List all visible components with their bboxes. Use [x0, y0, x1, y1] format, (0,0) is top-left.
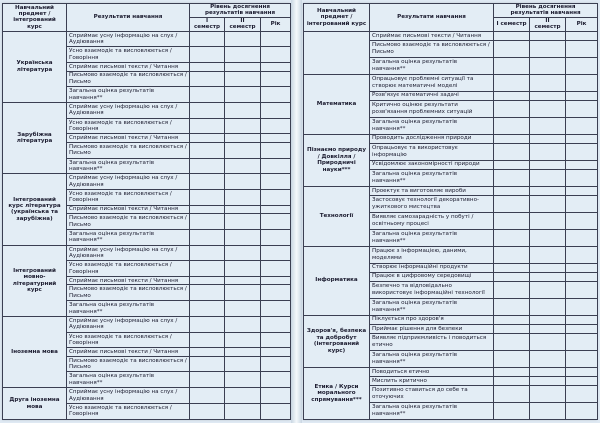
year-cell[interactable]	[566, 263, 598, 272]
learning-result: Усвідомлює закономірності природи	[370, 160, 494, 169]
semester-1-cell[interactable]	[494, 263, 530, 272]
learning-result: Виявляє підприємливість і поводиться етично	[370, 333, 494, 350]
learning-result: Усно взаємодіє та висловлюється / Говоріння	[67, 403, 190, 419]
semester-2-cell[interactable]	[530, 246, 566, 263]
learning-result: Усно взаємодіє та висловлюється / Говоріння	[67, 118, 190, 134]
learning-result: Проектує та виготовляє вироби	[370, 186, 494, 195]
table-row	[3, 102, 291, 118]
semester-1-cell[interactable]	[190, 285, 225, 301]
subject-name: Етика / Курси морального спрямування***	[304, 367, 370, 419]
year-header: Рік	[566, 17, 598, 31]
learning-result: Письмово взаємодіє та висловлюється / Письмо	[67, 214, 190, 230]
semester-1-cell[interactable]	[190, 174, 225, 190]
semester-1-cell[interactable]	[494, 100, 530, 117]
semester-1-cell[interactable]	[494, 385, 530, 402]
semester-1-cell[interactable]	[190, 403, 225, 419]
semester-2-cell[interactable]	[225, 102, 261, 118]
semester-2-cell[interactable]	[530, 367, 566, 376]
subject-name: Здоров'я, безпека та добробут (інтегрований курс)	[304, 315, 370, 367]
year-cell[interactable]	[566, 298, 598, 315]
year-cell[interactable]	[566, 324, 598, 333]
semester-2-cell[interactable]	[530, 263, 566, 272]
semester-1-header: І семестр	[190, 17, 225, 31]
year-cell[interactable]	[566, 229, 598, 246]
year-cell[interactable]	[261, 332, 291, 348]
semester-2-cell[interactable]	[225, 316, 261, 332]
year-cell[interactable]	[261, 301, 291, 317]
semester-1-cell[interactable]	[190, 316, 225, 332]
semester-1-cell[interactable]	[190, 71, 225, 87]
learning-result: Створює інформаційні продукти	[370, 263, 494, 272]
learning-result: Загальна оцінка результатів навчання**	[67, 87, 190, 103]
subject-name: Друга іноземна мова	[3, 388, 67, 420]
learning-result: Піклується про здоров'я	[370, 315, 494, 324]
semester-1-cell[interactable]	[494, 195, 530, 212]
semester-2-cell[interactable]	[530, 315, 566, 324]
subject-column-header: Навчальний предмет / інтегрований курс	[3, 4, 67, 32]
semester-2-cell[interactable]	[530, 376, 566, 385]
semester-1-cell[interactable]	[190, 31, 225, 47]
semester-1-cell[interactable]	[190, 261, 225, 277]
learning-result: Позитивно ставиться до себе та оточуючих	[370, 385, 494, 402]
semester-1-cell[interactable]	[190, 87, 225, 103]
learning-result: Загальна оцінка результатів навчання**	[67, 229, 190, 245]
year-cell[interactable]	[566, 212, 598, 229]
semester-2-cell[interactable]	[225, 229, 261, 245]
year-cell[interactable]	[566, 91, 598, 100]
learning-result: Сприймає письмові тексти / Читання	[67, 277, 190, 285]
year-cell[interactable]	[261, 158, 291, 174]
semester-2-cell[interactable]	[225, 71, 261, 87]
semester-2-cell[interactable]	[225, 47, 261, 63]
year-cell[interactable]	[566, 143, 598, 160]
semester-1-cell[interactable]	[494, 74, 530, 91]
year-cell[interactable]	[566, 385, 598, 402]
learning-result: Критично оцінює результати розв'язання проблемних ситуацій	[370, 100, 494, 117]
semester-1-cell[interactable]	[494, 212, 530, 229]
learning-result: Сприймає усну інформацію на слух / Аудіювання	[67, 31, 190, 47]
year-cell[interactable]	[261, 205, 291, 213]
semester-1-cell[interactable]	[494, 143, 530, 160]
semester-2-cell[interactable]	[225, 142, 261, 158]
learning-result: Загальна оцінка результатів навчання**	[370, 350, 494, 367]
subject-name: Математика	[304, 74, 370, 134]
semester-1-cell[interactable]	[494, 134, 530, 143]
semester-1-cell[interactable]	[494, 160, 530, 169]
table-row	[3, 31, 291, 47]
semester-2-cell[interactable]	[530, 91, 566, 100]
semester-1-cell[interactable]	[494, 272, 530, 281]
semester-1-cell[interactable]	[190, 158, 225, 174]
semester-1-cell[interactable]	[494, 169, 530, 186]
semester-2-cell[interactable]	[225, 277, 261, 285]
subject-name: Технології	[304, 186, 370, 246]
learning-result: Сприймає письмові тексти / Читання	[67, 63, 190, 71]
semester-2-cell[interactable]	[225, 134, 261, 142]
semester-1-cell[interactable]	[494, 402, 530, 419]
table-row	[304, 74, 598, 91]
year-cell[interactable]	[261, 47, 291, 63]
year-cell[interactable]	[566, 57, 598, 74]
semester-1-cell[interactable]	[190, 277, 225, 285]
learning-result: Усно взаємодіє та висловлюється / Говоріння	[67, 261, 190, 277]
year-cell[interactable]	[566, 272, 598, 281]
semester-2-cell[interactable]	[225, 372, 261, 388]
year-cell[interactable]	[261, 277, 291, 285]
year-cell[interactable]	[261, 190, 291, 206]
left-grades-table	[2, 3, 291, 420]
table-row	[304, 31, 598, 40]
year-cell[interactable]	[261, 214, 291, 230]
year-cell[interactable]	[566, 31, 598, 40]
semester-2-cell[interactable]	[530, 195, 566, 212]
year-cell[interactable]	[261, 356, 291, 372]
semester-1-cell[interactable]	[190, 332, 225, 348]
semester-2-cell[interactable]	[530, 74, 566, 91]
semester-2-cell[interactable]	[530, 117, 566, 134]
learning-result: Письмово взаємодіє та висловлюється / Письмо	[370, 40, 494, 57]
learning-result: Приймає рішення для безпеки	[370, 324, 494, 333]
learning-result: Застосовує технології декоративно-ужиткового мистецтва	[370, 195, 494, 212]
semester-2-cell[interactable]	[225, 174, 261, 190]
learning-result: Сприймає усну інформацію на слух / Аудіювання	[67, 316, 190, 332]
semester-2-cell[interactable]	[225, 31, 261, 47]
learning-result: Сприймає письмові тексти / Читання	[67, 134, 190, 142]
learning-result: Загальна оцінка результатів навчання**	[370, 117, 494, 134]
semester-2-cell[interactable]	[530, 333, 566, 350]
semester-2-cell[interactable]	[530, 31, 566, 40]
year-cell[interactable]	[566, 117, 598, 134]
semester-1-cell[interactable]	[494, 57, 530, 74]
semester-2-cell[interactable]	[530, 143, 566, 160]
learning-result: Загальна оцінка результатів навчання**	[67, 301, 190, 317]
subject-name: Пізнаємо природу / Довкілля / Природничі науки***	[304, 134, 370, 186]
subject-name: Інформатика	[304, 246, 370, 315]
year-cell[interactable]	[261, 245, 291, 261]
learning-result: Сприймає письмові тексти / Читання	[67, 348, 190, 356]
learning-result: Сприймає письмові тексти / Читання	[370, 31, 494, 40]
year-cell[interactable]	[261, 63, 291, 71]
semester-1-cell[interactable]	[190, 356, 225, 372]
learning-result: Письмово взаємодіє та висловлюється / Письмо	[67, 356, 190, 372]
year-cell[interactable]	[261, 388, 291, 404]
semester-2-cell[interactable]	[530, 40, 566, 57]
year-cell[interactable]	[261, 102, 291, 118]
year-cell[interactable]	[261, 285, 291, 301]
learning-result: Сприймає письмові тексти / Читання	[67, 205, 190, 213]
semester-1-cell[interactable]	[190, 142, 225, 158]
semester-1-cell[interactable]	[190, 372, 225, 388]
year-cell[interactable]	[566, 74, 598, 91]
semester-2-cell[interactable]	[530, 160, 566, 169]
subject-name: Інтегрований мовно-літературний курс	[3, 245, 67, 316]
table-row	[3, 174, 291, 190]
learning-result: Опрацьовує проблемні ситуації та створює математичні моделі	[370, 74, 494, 91]
year-cell[interactable]	[566, 350, 598, 367]
learning-result: Письмово взаємодіє та висловлюється / Письмо	[67, 142, 190, 158]
year-cell[interactable]	[566, 367, 598, 376]
learning-result: Загальна оцінка результатів навчання**	[67, 372, 190, 388]
learning-result: Поводиться етично	[370, 367, 494, 376]
semester-1-cell[interactable]	[494, 229, 530, 246]
learning-result: Проводить дослідження природи	[370, 134, 494, 143]
semester-2-cell[interactable]	[530, 385, 566, 402]
learning-result: Безпечно та відповідально використовує інформаційні технології	[370, 281, 494, 298]
learning-result: Сприймає усну інформацію на слух / Аудіювання	[67, 388, 190, 404]
semester-2-cell[interactable]	[225, 301, 261, 317]
year-cell[interactable]	[261, 134, 291, 142]
subject-name: Зарубіжна література	[3, 102, 67, 173]
learning-result: Сприймає усну інформацію на слух / Аудіювання	[67, 174, 190, 190]
year-cell[interactable]	[566, 376, 598, 385]
semester-1-cell[interactable]	[494, 298, 530, 315]
semester-2-cell[interactable]	[225, 214, 261, 230]
semester-2-header: ІІ семестр	[530, 17, 566, 31]
table-row	[304, 186, 598, 195]
semester-2-cell[interactable]	[530, 272, 566, 281]
semester-1-cell[interactable]	[494, 40, 530, 57]
level-column-header: Рівень досягнення результатів навчання	[190, 4, 291, 18]
semester-1-cell[interactable]	[494, 117, 530, 134]
semester-1-cell[interactable]	[494, 281, 530, 298]
year-cell[interactable]	[566, 246, 598, 263]
year-cell[interactable]	[261, 174, 291, 190]
year-cell[interactable]	[566, 186, 598, 195]
subject-name: Інтегрований курс література (українська та зарубіжна)	[3, 174, 67, 245]
semester-1-cell[interactable]	[190, 63, 225, 71]
subject-column-header: Навчальний предмет / інтегрований курс	[304, 4, 370, 32]
semester-1-cell[interactable]	[494, 315, 530, 324]
semester-2-cell[interactable]	[530, 57, 566, 74]
semester-1-cell[interactable]	[190, 301, 225, 317]
semester-2-cell[interactable]	[530, 169, 566, 186]
year-cell[interactable]	[261, 261, 291, 277]
level-column-header: Рівень досягнення результатів навчання	[494, 4, 598, 18]
learning-result: Працює з інформацією, даними, моделями	[370, 246, 494, 263]
year-cell[interactable]	[261, 142, 291, 158]
learning-result: Виявляє самозарадність у побуті / освітньому процесі	[370, 212, 494, 229]
semester-2-cell[interactable]	[225, 63, 261, 71]
semester-2-cell[interactable]	[530, 134, 566, 143]
semester-1-cell[interactable]	[494, 367, 530, 376]
learning-result: Загальна оцінка результатів навчання**	[67, 158, 190, 174]
subject-name	[304, 31, 370, 74]
semester-1-cell[interactable]	[190, 190, 225, 206]
year-cell[interactable]	[566, 195, 598, 212]
year-cell[interactable]	[261, 348, 291, 356]
semester-2-cell[interactable]	[530, 402, 566, 419]
learning-result: Працює в цифровому середовищі	[370, 272, 494, 281]
learning-result: Загальна оцінка результатів навчання**	[370, 298, 494, 315]
learning-result: Загальна оцінка результатів навчання**	[370, 169, 494, 186]
table-row	[304, 246, 598, 263]
table-row	[304, 134, 598, 143]
semester-2-cell[interactable]	[530, 229, 566, 246]
semester-2-cell[interactable]	[225, 403, 261, 419]
semester-1-cell[interactable]	[190, 229, 225, 245]
year-cell[interactable]	[261, 372, 291, 388]
learning-result: Письмово взаємодіє та висловлюється / Письмо	[67, 71, 190, 87]
year-cell[interactable]	[261, 229, 291, 245]
year-cell[interactable]	[261, 31, 291, 47]
semester-2-cell[interactable]	[530, 212, 566, 229]
semester-2-cell[interactable]	[225, 118, 261, 134]
semester-2-cell[interactable]	[225, 261, 261, 277]
semester-2-cell[interactable]	[225, 87, 261, 103]
year-cell[interactable]	[566, 100, 598, 117]
table-row	[304, 315, 598, 324]
semester-2-cell[interactable]	[225, 285, 261, 301]
semester-1-cell[interactable]	[190, 348, 225, 356]
subject-name: Іноземна мова	[3, 316, 67, 387]
year-cell[interactable]	[261, 71, 291, 87]
results-column-header: Результати навчання	[67, 4, 190, 32]
semester-2-cell[interactable]	[530, 281, 566, 298]
learning-result: Усно взаємодіє та висловлюється / Говоріння	[67, 47, 190, 63]
learning-result: Усно взаємодіє та висловлюється / Говоріння	[67, 332, 190, 348]
semester-2-cell[interactable]	[225, 348, 261, 356]
semester-2-cell[interactable]	[530, 298, 566, 315]
semester-1-cell[interactable]	[190, 134, 225, 142]
semester-2-header: ІІ семестр	[225, 17, 261, 31]
semester-1-cell[interactable]	[494, 350, 530, 367]
learning-result: Письмово взаємодіє та висловлюється / Письмо	[67, 285, 190, 301]
right-grades-table	[303, 3, 598, 420]
learning-result: Сприймає усну інформацію на слух / Аудіювання	[67, 102, 190, 118]
semester-2-cell[interactable]	[225, 205, 261, 213]
semester-2-cell[interactable]	[530, 100, 566, 117]
semester-1-cell[interactable]	[494, 324, 530, 333]
year-cell[interactable]	[566, 402, 598, 419]
semester-2-cell[interactable]	[530, 186, 566, 195]
learning-result: Розв'язує математичні задачі	[370, 91, 494, 100]
semester-2-cell[interactable]	[225, 158, 261, 174]
subject-name: Українська література	[3, 31, 67, 102]
semester-1-cell[interactable]	[494, 91, 530, 100]
learning-result: Загальна оцінка результатів навчання**	[370, 229, 494, 246]
year-cell[interactable]	[566, 315, 598, 324]
semester-1-cell[interactable]	[494, 376, 530, 385]
learning-result: Опрацьовує та використовує інформацію	[370, 143, 494, 160]
learning-result: Сприймає усну інформацію на слух / Аудіювання	[67, 245, 190, 261]
semester-1-cell[interactable]	[190, 205, 225, 213]
semester-1-cell[interactable]	[190, 102, 225, 118]
semester-1-cell[interactable]	[494, 31, 530, 40]
year-cell[interactable]	[566, 333, 598, 350]
semester-1-cell[interactable]	[494, 333, 530, 350]
semester-1-cell[interactable]	[190, 47, 225, 63]
semester-2-cell[interactable]	[225, 356, 261, 372]
table-row	[304, 367, 598, 376]
semester-1-cell[interactable]	[494, 186, 530, 195]
year-cell[interactable]	[261, 118, 291, 134]
learning-result: Загальна оцінка результатів навчання**	[370, 402, 494, 419]
semester-1-cell[interactable]	[494, 246, 530, 263]
semester-2-cell[interactable]	[225, 388, 261, 404]
year-cell[interactable]	[566, 134, 598, 143]
semester-1-header: І семестр	[494, 17, 530, 31]
semester-1-cell[interactable]	[190, 118, 225, 134]
year-cell[interactable]	[566, 169, 598, 186]
semester-1-cell[interactable]	[190, 388, 225, 404]
left-page	[2, 3, 290, 420]
learning-result: Загальна оцінка результатів навчання**	[370, 57, 494, 74]
semester-1-cell[interactable]	[190, 245, 225, 261]
book-gutter	[291, 0, 302, 423]
year-cell[interactable]	[566, 160, 598, 169]
semester-2-cell[interactable]	[530, 350, 566, 367]
semester-2-cell[interactable]	[225, 332, 261, 348]
right-page	[303, 3, 597, 420]
semester-2-cell[interactable]	[225, 190, 261, 206]
learning-result: Мислить критично	[370, 376, 494, 385]
table-row	[3, 245, 291, 261]
results-column-header: Результати навчання	[370, 4, 494, 32]
semester-2-cell[interactable]	[530, 324, 566, 333]
table-row	[3, 388, 291, 404]
year-cell[interactable]	[261, 87, 291, 103]
learning-result: Усно взаємодіє та висловлюється / Говоріння	[67, 190, 190, 206]
year-cell[interactable]	[566, 40, 598, 57]
table-row	[3, 316, 291, 332]
year-cell[interactable]	[566, 281, 598, 298]
year-cell[interactable]	[261, 316, 291, 332]
year-header: Рік	[261, 17, 291, 31]
semester-1-cell[interactable]	[190, 214, 225, 230]
semester-2-cell[interactable]	[225, 245, 261, 261]
year-cell[interactable]	[261, 403, 291, 419]
